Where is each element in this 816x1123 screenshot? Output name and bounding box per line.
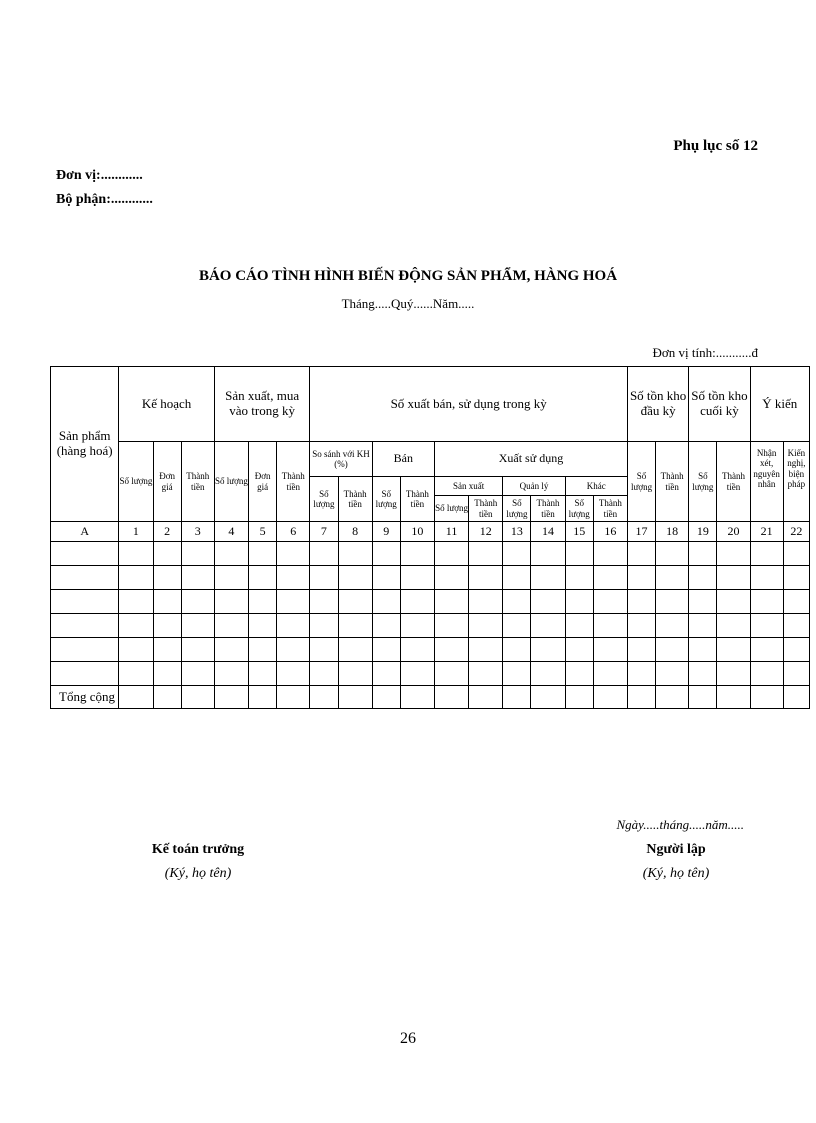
column-number: 15	[565, 522, 593, 542]
table-cell	[181, 590, 214, 614]
table-cell	[310, 662, 338, 686]
table-cell	[372, 614, 400, 638]
department-field: Bộ phận:............	[56, 192, 153, 207]
table-cell	[593, 614, 627, 638]
table-cell	[656, 566, 689, 590]
table-row	[51, 614, 810, 638]
header-usage: Số xuất bán, sử dụng trong kỳ	[310, 367, 628, 442]
column-number: 20	[717, 522, 750, 542]
table-cell	[310, 542, 338, 566]
table-cell	[750, 542, 783, 566]
table-cell	[689, 662, 717, 686]
table-cell	[249, 542, 277, 566]
total-row	[51, 686, 810, 709]
header-opinion: Ý kiến	[750, 367, 809, 442]
table-row	[51, 662, 810, 686]
table-cell	[689, 542, 717, 566]
opinion-proposal: Kiến nghị, biện pháp	[783, 442, 809, 522]
plan-quantity: Số lượng	[119, 442, 153, 522]
table-cell	[531, 590, 565, 614]
table-cell	[310, 614, 338, 638]
table-cell	[214, 590, 248, 614]
table-cell	[469, 638, 503, 662]
preparer-title: Người lập	[646, 842, 706, 857]
table-cell	[181, 614, 214, 638]
table-cell	[656, 590, 689, 614]
header-sales: Bán	[372, 442, 434, 477]
table-cell	[656, 542, 689, 566]
column-number: 14	[531, 522, 565, 542]
column-number: 9	[372, 522, 400, 542]
table-cell	[153, 638, 181, 662]
table-cell	[310, 566, 338, 590]
date-line: Ngày.....tháng.....năm.....	[616, 817, 744, 832]
table-cell	[531, 614, 565, 638]
column-number: 11	[434, 522, 468, 542]
table-cell	[503, 614, 531, 638]
header-production: Sản xuất, mua vào trong kỳ	[214, 367, 310, 442]
table-cell	[783, 542, 809, 566]
preparer-hint: (Ký, họ tên)	[642, 866, 710, 881]
table-cell	[750, 638, 783, 662]
column-number: 5	[249, 522, 277, 542]
manufacturing-amount: Thành tiền	[469, 496, 503, 522]
table-cell	[593, 566, 627, 590]
table-cell	[372, 662, 400, 686]
table-cell	[400, 614, 434, 638]
column-number-row	[51, 522, 810, 542]
closing-quantity: Số lượng	[689, 442, 717, 522]
table-cell	[338, 590, 372, 614]
table-cell	[277, 638, 310, 662]
table-cell	[531, 662, 565, 686]
table-cell	[565, 638, 593, 662]
table-cell	[181, 662, 214, 686]
table-cell	[400, 590, 434, 614]
table-cell	[214, 638, 248, 662]
table-cell	[750, 662, 783, 686]
table-cell	[717, 566, 750, 590]
management-amount: Thành tiền	[531, 496, 565, 522]
header-compare-plan: So sánh với KH (%)	[310, 442, 372, 477]
column-number: 22	[783, 522, 809, 542]
column-number: 4	[214, 522, 248, 542]
table-cell	[434, 590, 468, 614]
table-cell	[277, 590, 310, 614]
opening-amount: Thành tiền	[656, 442, 689, 522]
table-cell	[214, 566, 248, 590]
table-cell	[503, 590, 531, 614]
chief-accountant-hint: (Ký, họ tên)	[164, 866, 232, 881]
header-internal-use: Xuất sử dụng	[434, 442, 627, 477]
manufacturing-quantity: Số lượng	[434, 496, 468, 522]
table-cell	[214, 542, 248, 566]
column-number: 3	[181, 522, 214, 542]
column-number: 1	[119, 522, 153, 542]
table-cell	[750, 590, 783, 614]
header-manufacturing: Sản xuất	[434, 477, 502, 496]
table-cell	[51, 662, 119, 686]
table-cell	[119, 614, 153, 638]
table-cell	[153, 590, 181, 614]
header-product: Sản phẩm (hàng hoá)	[51, 367, 119, 522]
table-cell	[627, 662, 655, 686]
table-cell	[119, 566, 153, 590]
report-period: Tháng.....Quý......Năm.....	[341, 296, 475, 311]
table-cell	[565, 614, 593, 638]
plan-unit-price: Đơn giá	[153, 442, 181, 522]
table-cell	[656, 638, 689, 662]
table-cell	[153, 542, 181, 566]
plan-amount: Thành tiền	[181, 442, 214, 522]
table-cell	[469, 542, 503, 566]
table-cell	[277, 542, 310, 566]
table-cell	[119, 542, 153, 566]
table-cell	[214, 614, 248, 638]
other-amount: Thành tiền	[593, 496, 627, 522]
table-cell	[338, 614, 372, 638]
chief-accountant-block	[118, 842, 278, 882]
table-cell	[717, 590, 750, 614]
table-cell	[503, 638, 531, 662]
column-number: 16	[593, 522, 627, 542]
column-number: 2	[153, 522, 181, 542]
table-cell	[277, 566, 310, 590]
header-management: Quản lý	[503, 477, 565, 496]
table-row	[51, 566, 810, 590]
table-cell	[372, 638, 400, 662]
table-cell	[181, 542, 214, 566]
table-cell	[338, 542, 372, 566]
table-cell	[181, 566, 214, 590]
column-number: 10	[400, 522, 434, 542]
table-cell	[372, 566, 400, 590]
table-cell	[750, 566, 783, 590]
column-number: 8	[338, 522, 372, 542]
table-cell	[689, 614, 717, 638]
header-opening-stock: Số tồn kho đầu kỳ	[627, 367, 688, 442]
table-cell	[689, 590, 717, 614]
other-quantity: Số lượng	[565, 496, 593, 522]
sales-amount: Thành tiền	[400, 477, 434, 522]
column-number: 19	[689, 522, 717, 542]
table-row	[51, 638, 810, 662]
table-cell	[656, 662, 689, 686]
table-cell	[434, 566, 468, 590]
table-cell	[531, 638, 565, 662]
column-number: 6	[277, 522, 310, 542]
column-number: 18	[656, 522, 689, 542]
table-cell	[717, 614, 750, 638]
table-cell	[689, 638, 717, 662]
column-number: 12	[469, 522, 503, 542]
table-cell	[627, 614, 655, 638]
table-cell	[783, 590, 809, 614]
table-cell	[593, 590, 627, 614]
column-number: 13	[503, 522, 531, 542]
table-cell	[531, 542, 565, 566]
table-cell	[656, 614, 689, 638]
table-cell	[400, 662, 434, 686]
table-cell	[434, 638, 468, 662]
closing-amount: Thành tiền	[717, 442, 750, 522]
table-cell	[565, 566, 593, 590]
table-cell	[627, 566, 655, 590]
table-cell	[434, 542, 468, 566]
table-cell	[51, 614, 119, 638]
table-cell	[400, 638, 434, 662]
table-cell	[717, 638, 750, 662]
table-cell	[593, 542, 627, 566]
table-cell	[565, 662, 593, 686]
column-number: A	[51, 522, 119, 542]
compare-quantity: Số lượng	[310, 477, 338, 522]
table-cell	[338, 566, 372, 590]
table-cell	[469, 566, 503, 590]
table-cell	[531, 566, 565, 590]
table-cell	[593, 662, 627, 686]
table-cell	[51, 590, 119, 614]
table-cell	[469, 662, 503, 686]
table-cell	[627, 638, 655, 662]
total-label: Tổng cộng	[51, 686, 119, 709]
management-quantity: Số lượng	[503, 496, 531, 522]
header-other: Khác	[565, 477, 627, 496]
production-unit-price: Đơn giá	[249, 442, 277, 522]
compare-amount: Thành tiền	[338, 477, 372, 522]
table-cell	[310, 638, 338, 662]
table-cell	[249, 566, 277, 590]
currency-unit: Đơn vị tính:...........đ	[652, 345, 758, 360]
table-cell	[372, 590, 400, 614]
table-cell	[503, 662, 531, 686]
table-cell	[627, 542, 655, 566]
table-cell	[51, 638, 119, 662]
column-number: 7	[310, 522, 338, 542]
table-cell	[503, 566, 531, 590]
table-cell	[717, 542, 750, 566]
table-cell	[783, 566, 809, 590]
table-cell	[627, 590, 655, 614]
table-cell	[338, 662, 372, 686]
table-cell	[783, 638, 809, 662]
table-cell	[400, 566, 434, 590]
table-cell	[565, 542, 593, 566]
table-cell	[51, 542, 119, 566]
table-cell	[249, 638, 277, 662]
table-cell	[181, 638, 214, 662]
table-cell	[783, 662, 809, 686]
production-amount: Thành tiền	[277, 442, 310, 522]
inventory-report-table	[50, 366, 810, 709]
table-cell	[153, 662, 181, 686]
page-number: 26	[400, 1030, 416, 1047]
sales-quantity: Số lượng	[372, 477, 400, 522]
table-cell	[214, 662, 248, 686]
preparer-block	[596, 842, 756, 882]
table-cell	[434, 662, 468, 686]
table-cell	[119, 662, 153, 686]
unit-field: Đơn vị:............	[56, 168, 143, 183]
table-cell	[249, 590, 277, 614]
table-cell	[277, 614, 310, 638]
header-closing-stock: Số tồn kho cuối kỳ	[689, 367, 750, 442]
table-cell	[153, 566, 181, 590]
production-quantity: Số lượng	[214, 442, 248, 522]
opinion-remarks: Nhận xét, nguyên nhân	[750, 442, 783, 522]
table-cell	[310, 590, 338, 614]
table-cell	[783, 614, 809, 638]
table-cell	[503, 542, 531, 566]
table-cell	[469, 614, 503, 638]
chief-accountant-title: Kế toán trưởng	[151, 842, 245, 857]
table-cell	[717, 662, 750, 686]
table-cell	[434, 614, 468, 638]
table-cell	[372, 542, 400, 566]
appendix-label: Phụ lục số 12	[673, 138, 758, 154]
header-plan: Kế hoạch	[119, 367, 215, 442]
table-cell	[277, 662, 310, 686]
table-cell	[338, 638, 372, 662]
table-cell	[400, 542, 434, 566]
column-number: 17	[627, 522, 655, 542]
table-cell	[249, 662, 277, 686]
table-cell	[469, 590, 503, 614]
table-cell	[750, 614, 783, 638]
table-cell	[51, 566, 119, 590]
table-cell	[153, 614, 181, 638]
table-cell	[119, 590, 153, 614]
table-cell	[119, 638, 153, 662]
table-cell	[689, 566, 717, 590]
opening-quantity: Số lượng	[627, 442, 655, 522]
table-row	[51, 590, 810, 614]
column-number: 21	[750, 522, 783, 542]
table-cell	[249, 614, 277, 638]
table-row	[51, 542, 810, 566]
table-cell	[593, 638, 627, 662]
report-title: BÁO CÁO TÌNH HÌNH BIẾN ĐỘNG SẢN PHẨM, HÀNG HOÁ	[198, 268, 618, 284]
table-cell	[565, 590, 593, 614]
